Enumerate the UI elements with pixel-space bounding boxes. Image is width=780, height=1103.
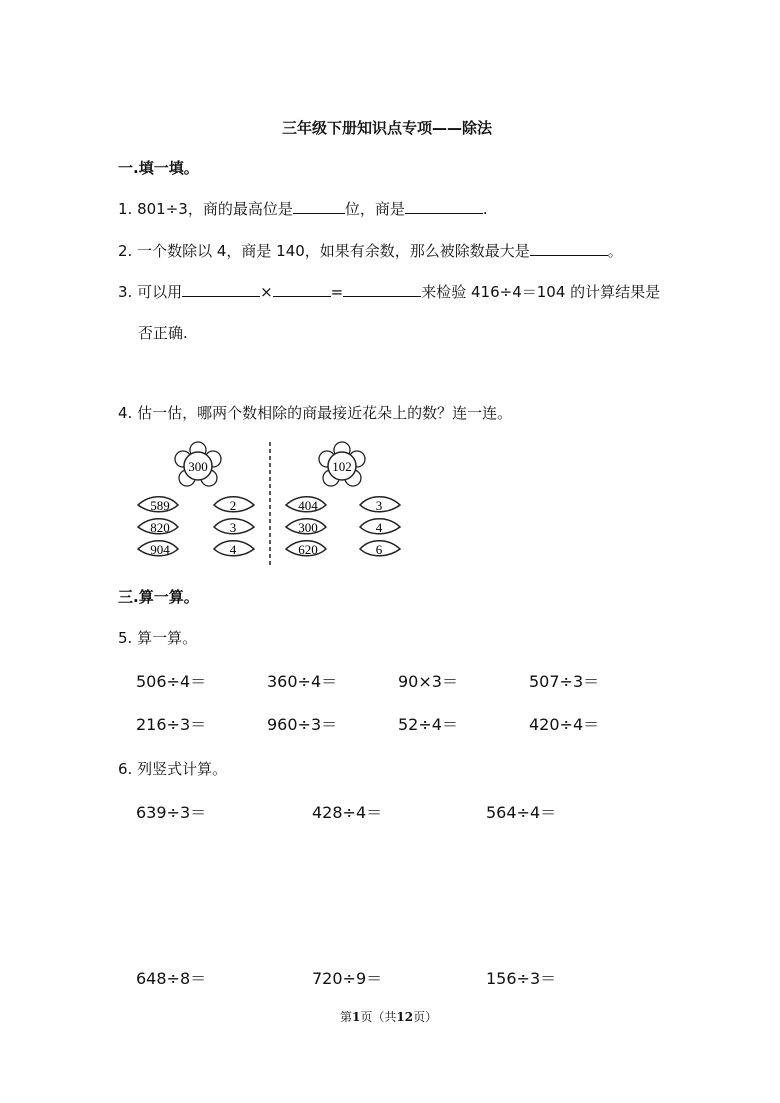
answer-blank-3b[interactable]	[273, 282, 331, 297]
leaf-dividend-820[interactable]	[138, 519, 178, 535]
dividend-label: 300	[298, 520, 318, 535]
vertical-calc-item: 428÷4＝	[312, 803, 383, 822]
page-title: 三年级下册知识点专项——除法	[282, 119, 493, 137]
calc-item: 506÷4＝	[136, 672, 207, 691]
footer-page-number: 1	[352, 1010, 361, 1024]
question-3-text-a: 3. 可以用	[118, 283, 183, 301]
footer-mid: 页（共	[360, 1010, 397, 1024]
flower-icon-left	[175, 442, 221, 486]
leaf-dividend-904[interactable]	[138, 541, 178, 557]
answer-blank-2[interactable]	[530, 241, 608, 256]
dividend-label: 820	[150, 520, 170, 535]
calc-item: 90×3＝	[398, 672, 458, 691]
footer-suffix: 页）	[413, 1010, 438, 1024]
divisor-label: 3	[229, 520, 237, 535]
divisor-label: 4	[375, 520, 383, 535]
footer-total-pages: 12	[396, 1010, 414, 1024]
question-1	[118, 198, 488, 219]
answer-blank-3c[interactable]	[343, 282, 421, 297]
question-4: 4. 估一估，哪两个数相除的商最接近花朵上的数？连一连。	[118, 404, 513, 422]
calc-item: 52÷4＝	[398, 715, 458, 734]
question-1-text-a: 1. 801÷3，商的最高位是	[118, 200, 293, 218]
leaf-divisor-2[interactable]	[214, 497, 254, 513]
question-5: 5. 算一算。	[118, 629, 198, 647]
leaf-divisor-4[interactable]	[214, 541, 254, 557]
vertical-calc-item: 156÷3＝	[486, 969, 557, 988]
times-sign: ×	[260, 283, 273, 301]
vertical-calc-item: 564÷4＝	[486, 803, 557, 822]
divisor-label: 6	[375, 542, 383, 557]
leaf-dividend-404[interactable]	[286, 497, 326, 513]
leaf-divisor-3[interactable]	[214, 519, 254, 535]
dividend-label: 620	[298, 542, 318, 557]
question-6: 6. 列竖式计算。	[118, 760, 228, 778]
answer-blank-3a[interactable]	[182, 282, 260, 297]
question-3	[118, 281, 660, 302]
section-fill-in: 一.填一填。	[118, 159, 199, 177]
divisor-label: 3	[375, 498, 383, 513]
equals-sign: =	[330, 283, 344, 301]
question-1-text-c: .	[482, 200, 488, 218]
dividend-label: 904	[150, 542, 170, 557]
question-2-text-a: 2. 一个数除以 4，商是 140，如果有余数，那么被除数最大是	[118, 242, 530, 260]
leaf-dividend-620[interactable]	[286, 541, 326, 557]
estimate-figure	[130, 438, 420, 570]
section-calculate: 三.算一算。	[118, 588, 199, 606]
leaf-dividend-300[interactable]	[286, 519, 326, 535]
question-2-text-b: 。	[607, 242, 623, 260]
leaf-divisor-4-right[interactable]	[360, 519, 400, 535]
dividend-label: 404	[298, 498, 318, 513]
calc-item: 360÷4＝	[267, 672, 338, 691]
answer-blank-1b[interactable]	[405, 199, 483, 214]
question-2	[118, 240, 623, 261]
flower-icon-right	[319, 442, 365, 486]
calc-item: 507÷3＝	[529, 672, 600, 691]
dividend-label: 589	[150, 498, 170, 513]
flower-number-right: 102	[332, 459, 352, 474]
question-3-continued: 否正确.	[138, 324, 188, 342]
divisor-label: 4	[229, 542, 237, 557]
page-footer	[340, 1008, 437, 1025]
calc-item: 420÷4＝	[529, 715, 600, 734]
vertical-calc-item: 648÷8＝	[136, 969, 207, 988]
leaf-divisor-3-right[interactable]	[360, 497, 400, 513]
calc-item: 960÷3＝	[267, 715, 338, 734]
leaf-divisor-6-right[interactable]	[360, 541, 400, 557]
question-3-text-b: 来检验 416÷4＝104 的计算结果是	[421, 283, 661, 301]
answer-blank-1a[interactable]	[293, 199, 345, 214]
vertical-calc-item: 639÷3＝	[136, 803, 207, 822]
divisor-label: 2	[229, 498, 237, 513]
vertical-calc-item: 720÷9＝	[312, 969, 383, 988]
question-1-text-b: 位，商是	[344, 200, 405, 218]
leaf-dividend-589[interactable]	[138, 497, 178, 513]
flower-number-left: 300	[188, 459, 208, 474]
footer-prefix: 第	[340, 1010, 353, 1024]
calc-item: 216÷3＝	[136, 715, 207, 734]
